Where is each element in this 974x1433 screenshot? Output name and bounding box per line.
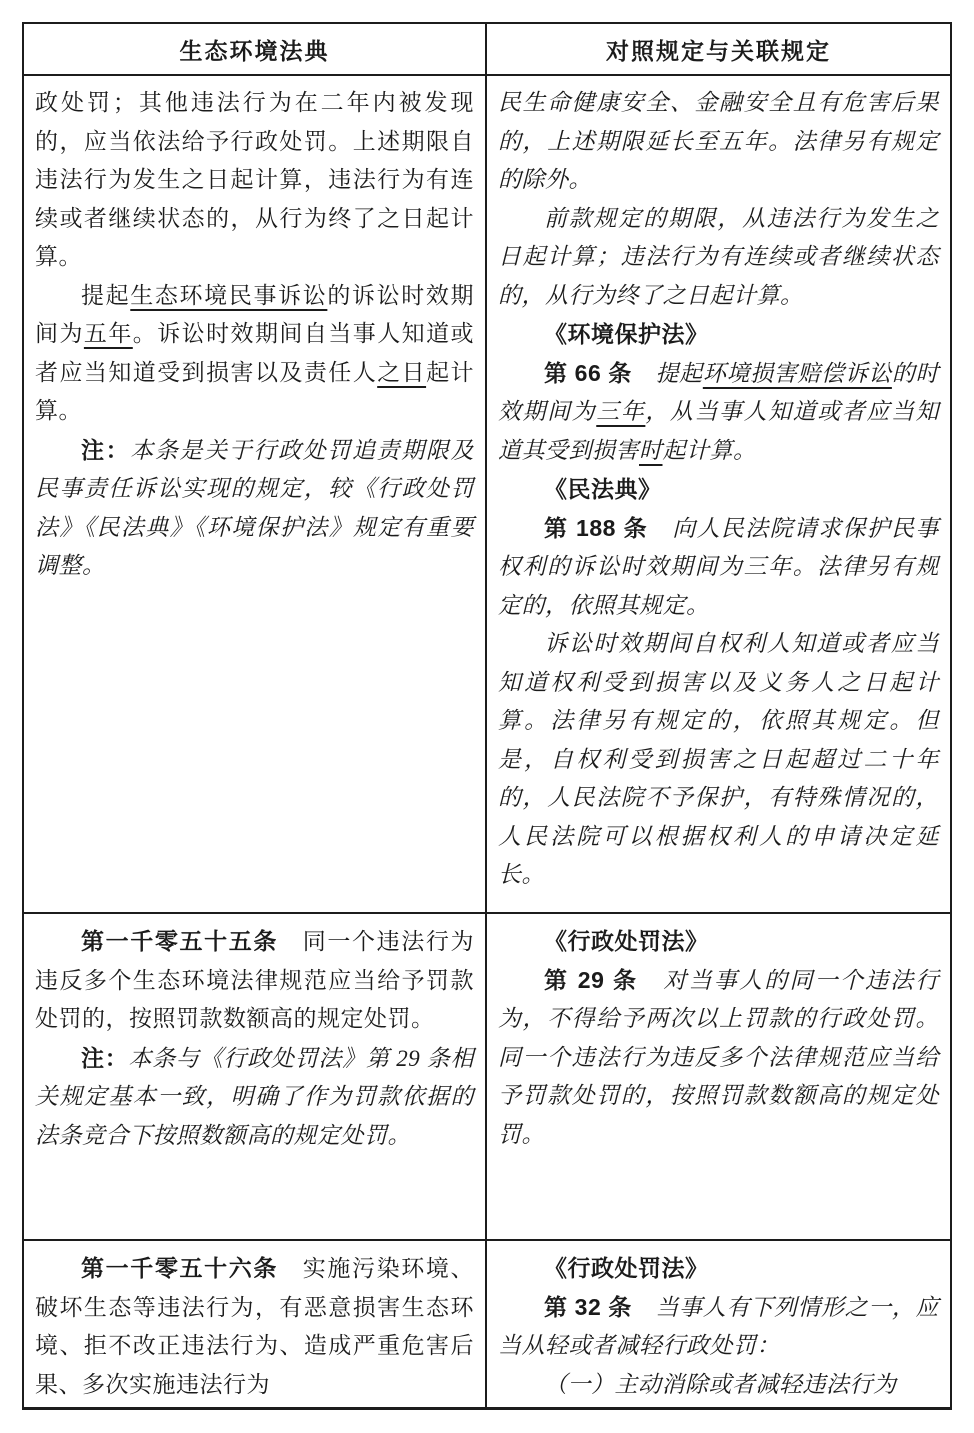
text-segment: 民生命健康安全、金融安全且有危害后果的，上述期限延长至五年。法律另有规定的除外。 — [498, 90, 939, 192]
text-segment: （一）主动消除或者减轻违法行为 — [544, 1371, 897, 1397]
text-segment: 第 188 条 — [544, 514, 648, 541]
paragraph — [498, 625, 939, 895]
text-segment: 注： — [81, 436, 131, 463]
paragraph — [498, 1249, 939, 1288]
text-segment: 对当事人的同一个违法行为，不得给予两次以上罚款的行政处罚。同一个违法行为违反多个法律规范应当给予罚款处罚的，按照罚款数额高的规定处罚。 — [498, 967, 939, 1147]
paragraph — [35, 922, 474, 1039]
paragraph — [35, 431, 474, 586]
table-row — [24, 1239, 950, 1407]
text-segment: 前款规定的期限，从违法行为发生之日起计算；违法行为有连续或者继续状态的，从行为终了之日起计算。 — [498, 205, 939, 308]
text-segment: 第 29 条 — [544, 966, 639, 993]
paragraph — [35, 277, 474, 431]
text-segment: 《行政处罚法》 — [544, 928, 709, 954]
text-segment: 本条是关于行政处罚追责期限及民事责任诉讼实现的规定，较《行政处罚法》《民法典》《环境保护法》规定有重要调整。 — [35, 437, 475, 578]
underlined-text: 环境损害赔偿诉讼 — [702, 360, 892, 386]
text-segment: 政处罚；其他违法行为在二年内被发现的，应当依法给予行政处罚。上述期限自违法行为发生之日起计算，违法行为有连续或者继续状态的，从行为终了之日起计算。 — [35, 90, 474, 269]
paragraph — [35, 84, 474, 277]
text-segment: 第一千零五十五条 — [81, 928, 279, 954]
related-cell — [487, 76, 950, 912]
comparison-table — [22, 22, 952, 1410]
paragraph — [498, 354, 939, 471]
text-segment: 第一千零五十六条 — [81, 1255, 279, 1281]
text-segment: 《民法典》 — [544, 476, 662, 502]
paragraph — [498, 1366, 939, 1405]
paragraph — [498, 470, 939, 509]
paragraph — [498, 200, 939, 316]
text-segment: 注： — [81, 1044, 129, 1071]
text-segment: 的诉讼时效期间为 — [35, 282, 475, 346]
text-segment: 《行政处罚法》 — [544, 1255, 709, 1281]
related-cell — [487, 914, 950, 1239]
codex-cell — [24, 76, 487, 912]
underlined-text: 三年 — [596, 399, 646, 424]
text-segment: 《环境保护法》 — [544, 321, 709, 347]
codex-cell — [24, 914, 487, 1239]
text-segment: 提起 — [631, 360, 703, 386]
header-related-column: 对照规定与关联规定 — [606, 37, 831, 64]
paragraph — [498, 922, 939, 961]
text-segment: 第 66 条 — [544, 359, 632, 386]
paragraph — [498, 961, 939, 1155]
underlined-text: 之日 — [377, 359, 427, 385]
table-body — [24, 76, 950, 1407]
paragraph — [498, 509, 939, 626]
underlined-text: 时 — [639, 437, 663, 463]
text-segment: 。诉讼时效期间自当事人知道或者应当知道受到损害以及责任人 — [35, 321, 475, 385]
paragraph — [35, 1249, 474, 1404]
paragraph — [498, 1288, 939, 1366]
text-segment: 起计算。 — [662, 437, 757, 463]
underlined-text: 五年 — [83, 321, 133, 346]
text-segment: 当事人有下列情形之一，应当从轻或者减轻行政处罚： — [498, 1294, 939, 1358]
paragraph — [35, 1039, 474, 1156]
codex-cell — [24, 1241, 487, 1407]
table-header-row — [24, 24, 950, 76]
text-segment: 的时效期间为 — [498, 360, 940, 424]
table-row — [24, 912, 950, 1239]
text-segment: 第 32 条 — [544, 1293, 632, 1320]
text-segment: 向人民法院请求保护民事权利的诉讼时效期间为三年。法律另有规定的，依照其规定。 — [498, 515, 940, 618]
text-segment: 起计算。 — [35, 359, 475, 423]
underlined-text: 生态环境民事诉讼 — [130, 282, 328, 308]
paragraph — [498, 315, 939, 354]
text-segment: 本条与《行政处罚法》第 29 条相关规定基本一致，明确了作为罚款依据的法条竞合下按照数额高的规定处罚。 — [35, 1045, 474, 1148]
header-codex-column: 生态环境法典 — [24, 24, 487, 74]
text-segment: 提起 — [81, 282, 131, 308]
text-segment: 同一个违法行为违反多个生态环境法律规范应当给予罚款处罚的，按照罚款数额高的规定处罚。 — [35, 929, 475, 1031]
related-cell — [487, 1241, 950, 1407]
text-segment: 实施污染环境、破坏生态等违法行为，有恶意损害生态环境、拒不改正违法行为、造成严重危害后果、多次实施违法行为 — [35, 1256, 475, 1397]
table-row — [24, 76, 950, 912]
paragraph — [498, 84, 939, 200]
text-segment: 诉讼时效期间自权利人知道或者应当知道权利受到损害以及义务人之日起计算。法律另有规定的，依照其规定。但是，自权利受到损害之日起超过二十年的，人民法院不予保护，有特殊情况的，人民法院可以根据权利人的申请决定延长。 — [498, 631, 939, 887]
text-segment: ，从当事人知道或者应当知道其受到损害 — [498, 399, 940, 463]
